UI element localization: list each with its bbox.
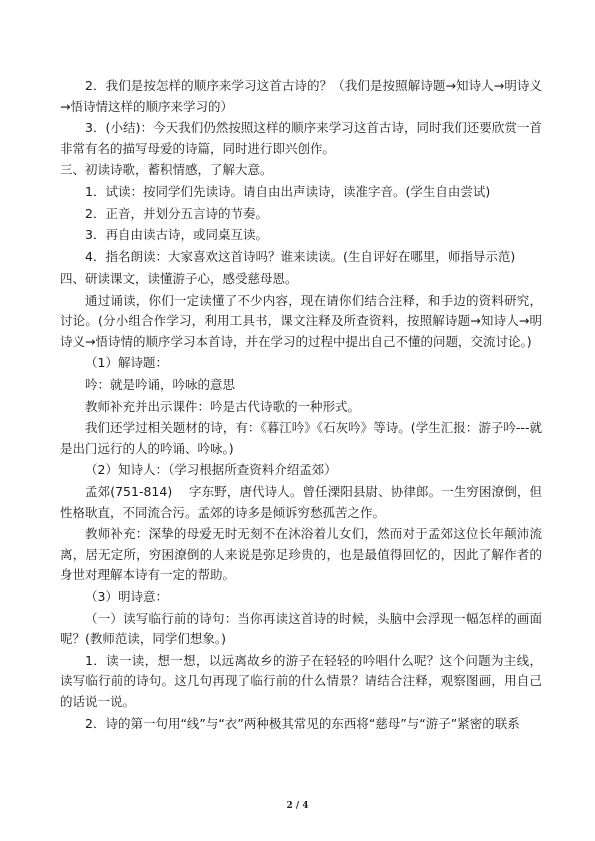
document-body [60, 76, 542, 735]
related-poems-paragraph: 我们还学过相关题材的诗，有：《暮江吟》《石灰吟》等诗。(学生汇报：游子吟---就是出门远行的人的吟诵、吟咏。) [60, 420, 542, 456]
group-study-paragraph: 通过诵读，你们一定读懂了不少内容，现在请你们结合注释，和手边的资料研究，讨论。(分小组合作学习，利用工具书，课文注释及所查资料，按照解诗题→知诗人→明诗义→悟诗情的顺序学习本首诗，并在学习的过程中提出自己不懂的问题，交流讨论。) [60, 292, 542, 349]
step-2-pronunciation: 2．正音，并划分五言诗的节奏。 [85, 205, 268, 221]
teacher-supplement-1: 教师补充并出示课件：吟是古代诗歌的一种形式。 [85, 398, 361, 414]
step-1-try-reading: 1．试读：按同学们先读诗。请自由出声读诗，读准字音。(学生自由尝试) [85, 184, 491, 200]
poet-bio-paragraph: 孟郊(751-814) 字东野，唐代诗人。曾任溧阳县尉、协律郎。一生穷困潦倒，但性格耿直，不同流合污。孟郊的诗多是倾诉穷愁孤苦之作。 [60, 484, 542, 520]
teacher-supplement-2: 教师补充：深挚的母爱无时无刻不在沐浴着儿女们，然而对于孟郊这位长年颠沛流离，居无定所，穷困潦倒的人来说是弥足珍贵的，也是最值得回忆的，因此了解作者的身世对理解本诗有一定的帮助。 [60, 526, 542, 583]
summary-3: 3．(小结)：今天我们仍然按照这样的顺序来学习这首古诗，同时我们还要欣赏一首非常有名的描写母爱的诗篇，同时进行即兴创作。 [60, 120, 542, 156]
step-4-named-reading: 4．指名朗读：大家喜欢这首诗吗？谁来读读。(生自评好在哪里，师指导示范) [85, 249, 516, 265]
reading-step-2: 2．诗的第一句用“线”与“衣”两种极其常见的东西将“慈母”与“游子”紧密的联系 [85, 715, 520, 731]
reading-step-1: 1．读一读，想一想，以远离故乡的游子在轻轻的吟唱什么呢？这个问题为主线，读写临行前的诗句。这几句再现了临行前的什么情景？请结合注释，观察图画，用自己的话说一说。 [60, 652, 542, 709]
section-4-heading: 四、研读课文，读懂游子心，感受慈母恩。 [60, 270, 298, 286]
part-1-heading: （一）读写临行前的诗句：当你再读这首诗的时候，头脑中会浮现一幅怎样的画面呢？(教师范读，同学们想象。) [60, 610, 542, 647]
page-number: 2 / 4 [286, 801, 309, 811]
question-2-order: 2．我们是按怎样的顺序来学习这首古诗的？（我们是按照解诗题→知诗人→明诗义→悟诗情这样的顺序来学习的） [60, 78, 542, 114]
step-3-free-reading: 3．再自由读古诗，或同桌互读。 [85, 227, 268, 243]
subheading-explain-title: （1）解诗题： [85, 355, 168, 371]
subheading-know-poet: （2）知诗人：（学习根据所查资料介绍孟郊） [85, 462, 337, 478]
section-3-heading: 三、初读诗歌，蓄积情感，了解大意。 [60, 162, 273, 178]
subheading-poem-meaning: （3）明诗意： [85, 589, 168, 604]
definition-yin: 吟：就是吟诵，吟咏的意思 [85, 376, 236, 392]
